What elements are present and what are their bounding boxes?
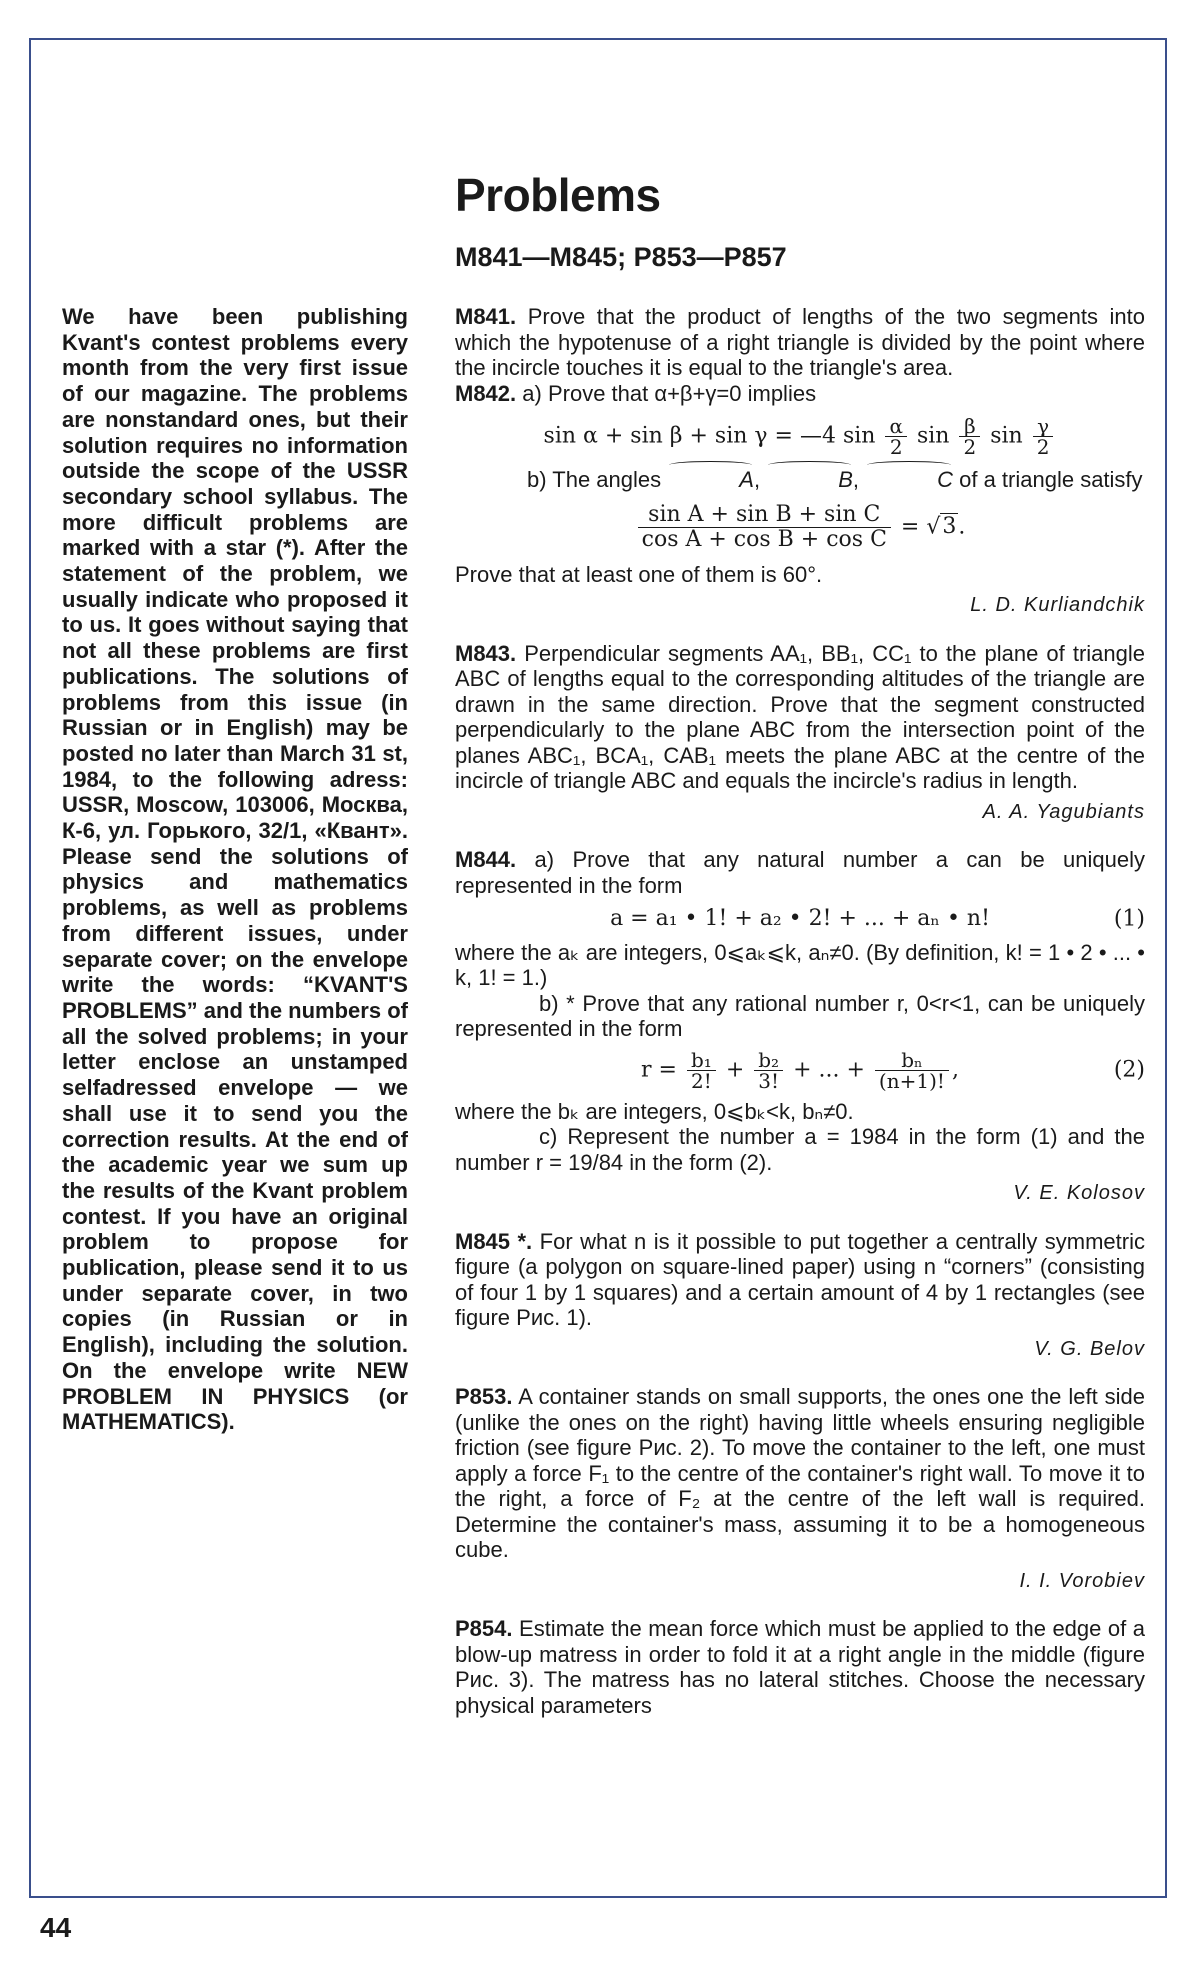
fraction-sin-cos bbox=[638, 503, 891, 552]
problem-m843 bbox=[455, 641, 1145, 794]
sqrt-value: 3 bbox=[942, 514, 957, 539]
problem-m842 bbox=[455, 381, 1145, 407]
fraction-b1: $\frac{\text{b₁}}{2!}$ bbox=[687, 1050, 716, 1091]
problem-m844 bbox=[455, 847, 1145, 898]
page-number: 44 bbox=[40, 1912, 72, 1943]
problem-m842-part-b: b) The angles A, B, C of a triangle satisfy bbox=[527, 467, 1143, 492]
equation-left: sin α + sin β + sin γ = —4 sin bbox=[543, 423, 876, 449]
problem-id: M844. bbox=[455, 847, 517, 872]
equation-2: r = $\frac{\text{b₁}}{2!}$ + $\frac{\text{b₂}}{3!}$ + ... + $\frac{\text{bₙ}}{(n+1)!}$ , (2) bbox=[641, 1047, 1145, 1093]
problem-id: M843. bbox=[455, 640, 517, 666]
fraction-denominator: cos A + cos B + cos C bbox=[641, 526, 887, 552]
problem-id: M845 *. bbox=[455, 1228, 533, 1254]
author: V. E. Kolosov bbox=[1013, 1182, 1145, 1204]
equation-sin-sum bbox=[455, 416, 1145, 457]
problem-id: P853. bbox=[455, 1384, 513, 1409]
fraction-alpha-half: $\frac{\alpha}{2}$ bbox=[885, 416, 907, 457]
sin-label: sin bbox=[916, 423, 950, 449]
problem-text: Perpendicular segments AA₁, BB₁, CC₁ to the plane of triangle ABC of lengths equal to the corresponding altitudes of the triangle are drawn in the same direction. Prove that the segment constructed perpendicularly to the plane ABC from the intersection point of the planes ABC₁, BCA₁, CAB₁ meets the plane ABC at the centre of the incircle of triangle ABC and equals the incircle's radius in length. bbox=[455, 640, 1145, 793]
problem-id: M841. bbox=[455, 304, 517, 329]
equation-number: (2) bbox=[1113, 1057, 1145, 1083]
problem-part-a: a) Prove that any natural number a can be uniquely represented in the form bbox=[455, 847, 1145, 898]
problem-part-c: c) Represent the number a = 1984 in the form (1) and the number r = 19/84 in the form (2). bbox=[455, 1124, 1145, 1175]
problem-text: For what n is it possible to put together a centrally symmetric figure (a polygon on square-lined paper) using n “corners” (consisting of four 1 by 1 squares) and a certain amount of 4 by 1 rectangles (see figure Рис. 1). bbox=[455, 1228, 1145, 1330]
fraction-numerator: sin A + sin B + sin C bbox=[638, 503, 891, 528]
intro-column bbox=[62, 304, 408, 1435]
problem-text: Estimate the mean force which must be applied to the edge of a blow-up matress in order to fold it at a right angle in the middle (figure Рис. 3). The matress has no lateral stitches. Choose the necessary physical parameters bbox=[455, 1616, 1145, 1718]
fraction-bn: $\frac{\text{bₙ}}{(n+1)!}$ bbox=[875, 1050, 949, 1091]
author: L. D. Kurliandchik bbox=[970, 594, 1145, 616]
author: A. A. Yagubiants bbox=[982, 800, 1145, 823]
author: V. G. Belov bbox=[1034, 1337, 1145, 1360]
angle-b: B bbox=[766, 467, 853, 493]
problem-conclusion: Prove that at least one of them is 60°. bbox=[455, 561, 823, 587]
fraction-gamma-half: $\frac{\gamma}{2}$ bbox=[1033, 416, 1054, 457]
equation-factorial-sum: a = a₁ • 1! + a₂ • 2! + ... + aₙ • n! bbox=[610, 906, 990, 931]
angle-c: C bbox=[865, 467, 953, 493]
problem-p854 bbox=[455, 1616, 1145, 1718]
problem-text: A container stands on small supports, the ones one the left side (unlike the ones on the right) having little wheels ensuring negligible friction (see figure Рис. 2). To move the container to the left, one must apply a force F₁ to the centre of the container's right wall. To move it to the right, a force of F₂ at the centre of the left wall is required. Determine the container's mass, assuming it to be a homogeneous cube. bbox=[455, 1384, 1145, 1562]
fraction-beta-half: $\frac{\beta}{2}$ bbox=[959, 416, 980, 457]
problems-column bbox=[455, 304, 1145, 1718]
problem-id: P854. bbox=[455, 1616, 513, 1641]
problem-where-2: where the bₖ are integers, 0⩽bₖ<k, bₙ≠0. bbox=[455, 1098, 854, 1124]
equation-1 bbox=[455, 906, 1145, 932]
problem-part-a: a) Prove that α+β+γ=0 implies bbox=[522, 380, 817, 406]
problem-range-subtitle: M841—M845; P853—P857 bbox=[455, 242, 787, 272]
problem-m841 bbox=[455, 304, 1145, 381]
page-title: Problems bbox=[455, 169, 661, 221]
fraction-b2: $\frac{\text{b₂}}{3!}$ bbox=[754, 1050, 783, 1091]
equation-number: (1) bbox=[1113, 906, 1145, 931]
problem-m845 bbox=[455, 1229, 1145, 1331]
author: I. I. Vorobiev bbox=[1019, 1569, 1145, 1592]
angle-a: A bbox=[667, 467, 754, 493]
intro-text: We have been publishing Kvant's contest problems every month from the very first issue of our magazine. The problems are nonstandard ones, but their solution requires no information outside the scope of the USSR secondary school syllabus. The more difficult problems are marked with a star (*). After the statement of the problem, we usually indicate who proposed it to us. It goes without saying that not all these problems are first publications. The solutions of problems from this issue (in Russian or in English) may be posted no later than March 31 st, 1984, to the following adress: USSR, Moscow, 103006, Москва, К-6, ул. Горького, 32/1, «Квант». Please send the solutions of physics and mathematics problems, as well as problems from different issues, under separate cover; on the envelope write the words: “KVANT'S PROBLEMS” and the numbers of all the solved problems; in your letter enclose an unstamped selfadressed envelope — we shall use it to send you the correction results. At the end of the academic year we sum up the results of the Kvant problem contest. If you have an original problem to propose for publication, please send it to us under separate cover, in two copies (in Russian or in English), including the solution. On the envelope write NEW PROBLEM IN PHYSICS (or MATHEMATICS). bbox=[62, 304, 408, 1435]
problem-where-1: where the aₖ are integers, 0⩽aₖ⩽k, aₙ≠0. (By definition, k! = 1 • 2 • ... • k, 1! = 1.) bbox=[455, 939, 1145, 990]
problem-part-b: b) * Prove that any rational number r, 0<r<1, can be uniquely represented in the form bbox=[455, 990, 1145, 1041]
equation-ratio: $\frac{\text{sin A + sin B + sin C}}{\text{cos A + cos B + cos C}}$ = √3. bbox=[455, 503, 1145, 552]
sin-label: sin bbox=[990, 423, 1023, 449]
problem-id: M842. bbox=[455, 380, 517, 406]
problem-p853 bbox=[455, 1384, 1145, 1563]
problem-text: Prove that the product of lengths of the two segments into which the hypotenuse of a right triangle is divided by the point where the incircle touches it is equal to the triangle's area. bbox=[455, 304, 1145, 380]
